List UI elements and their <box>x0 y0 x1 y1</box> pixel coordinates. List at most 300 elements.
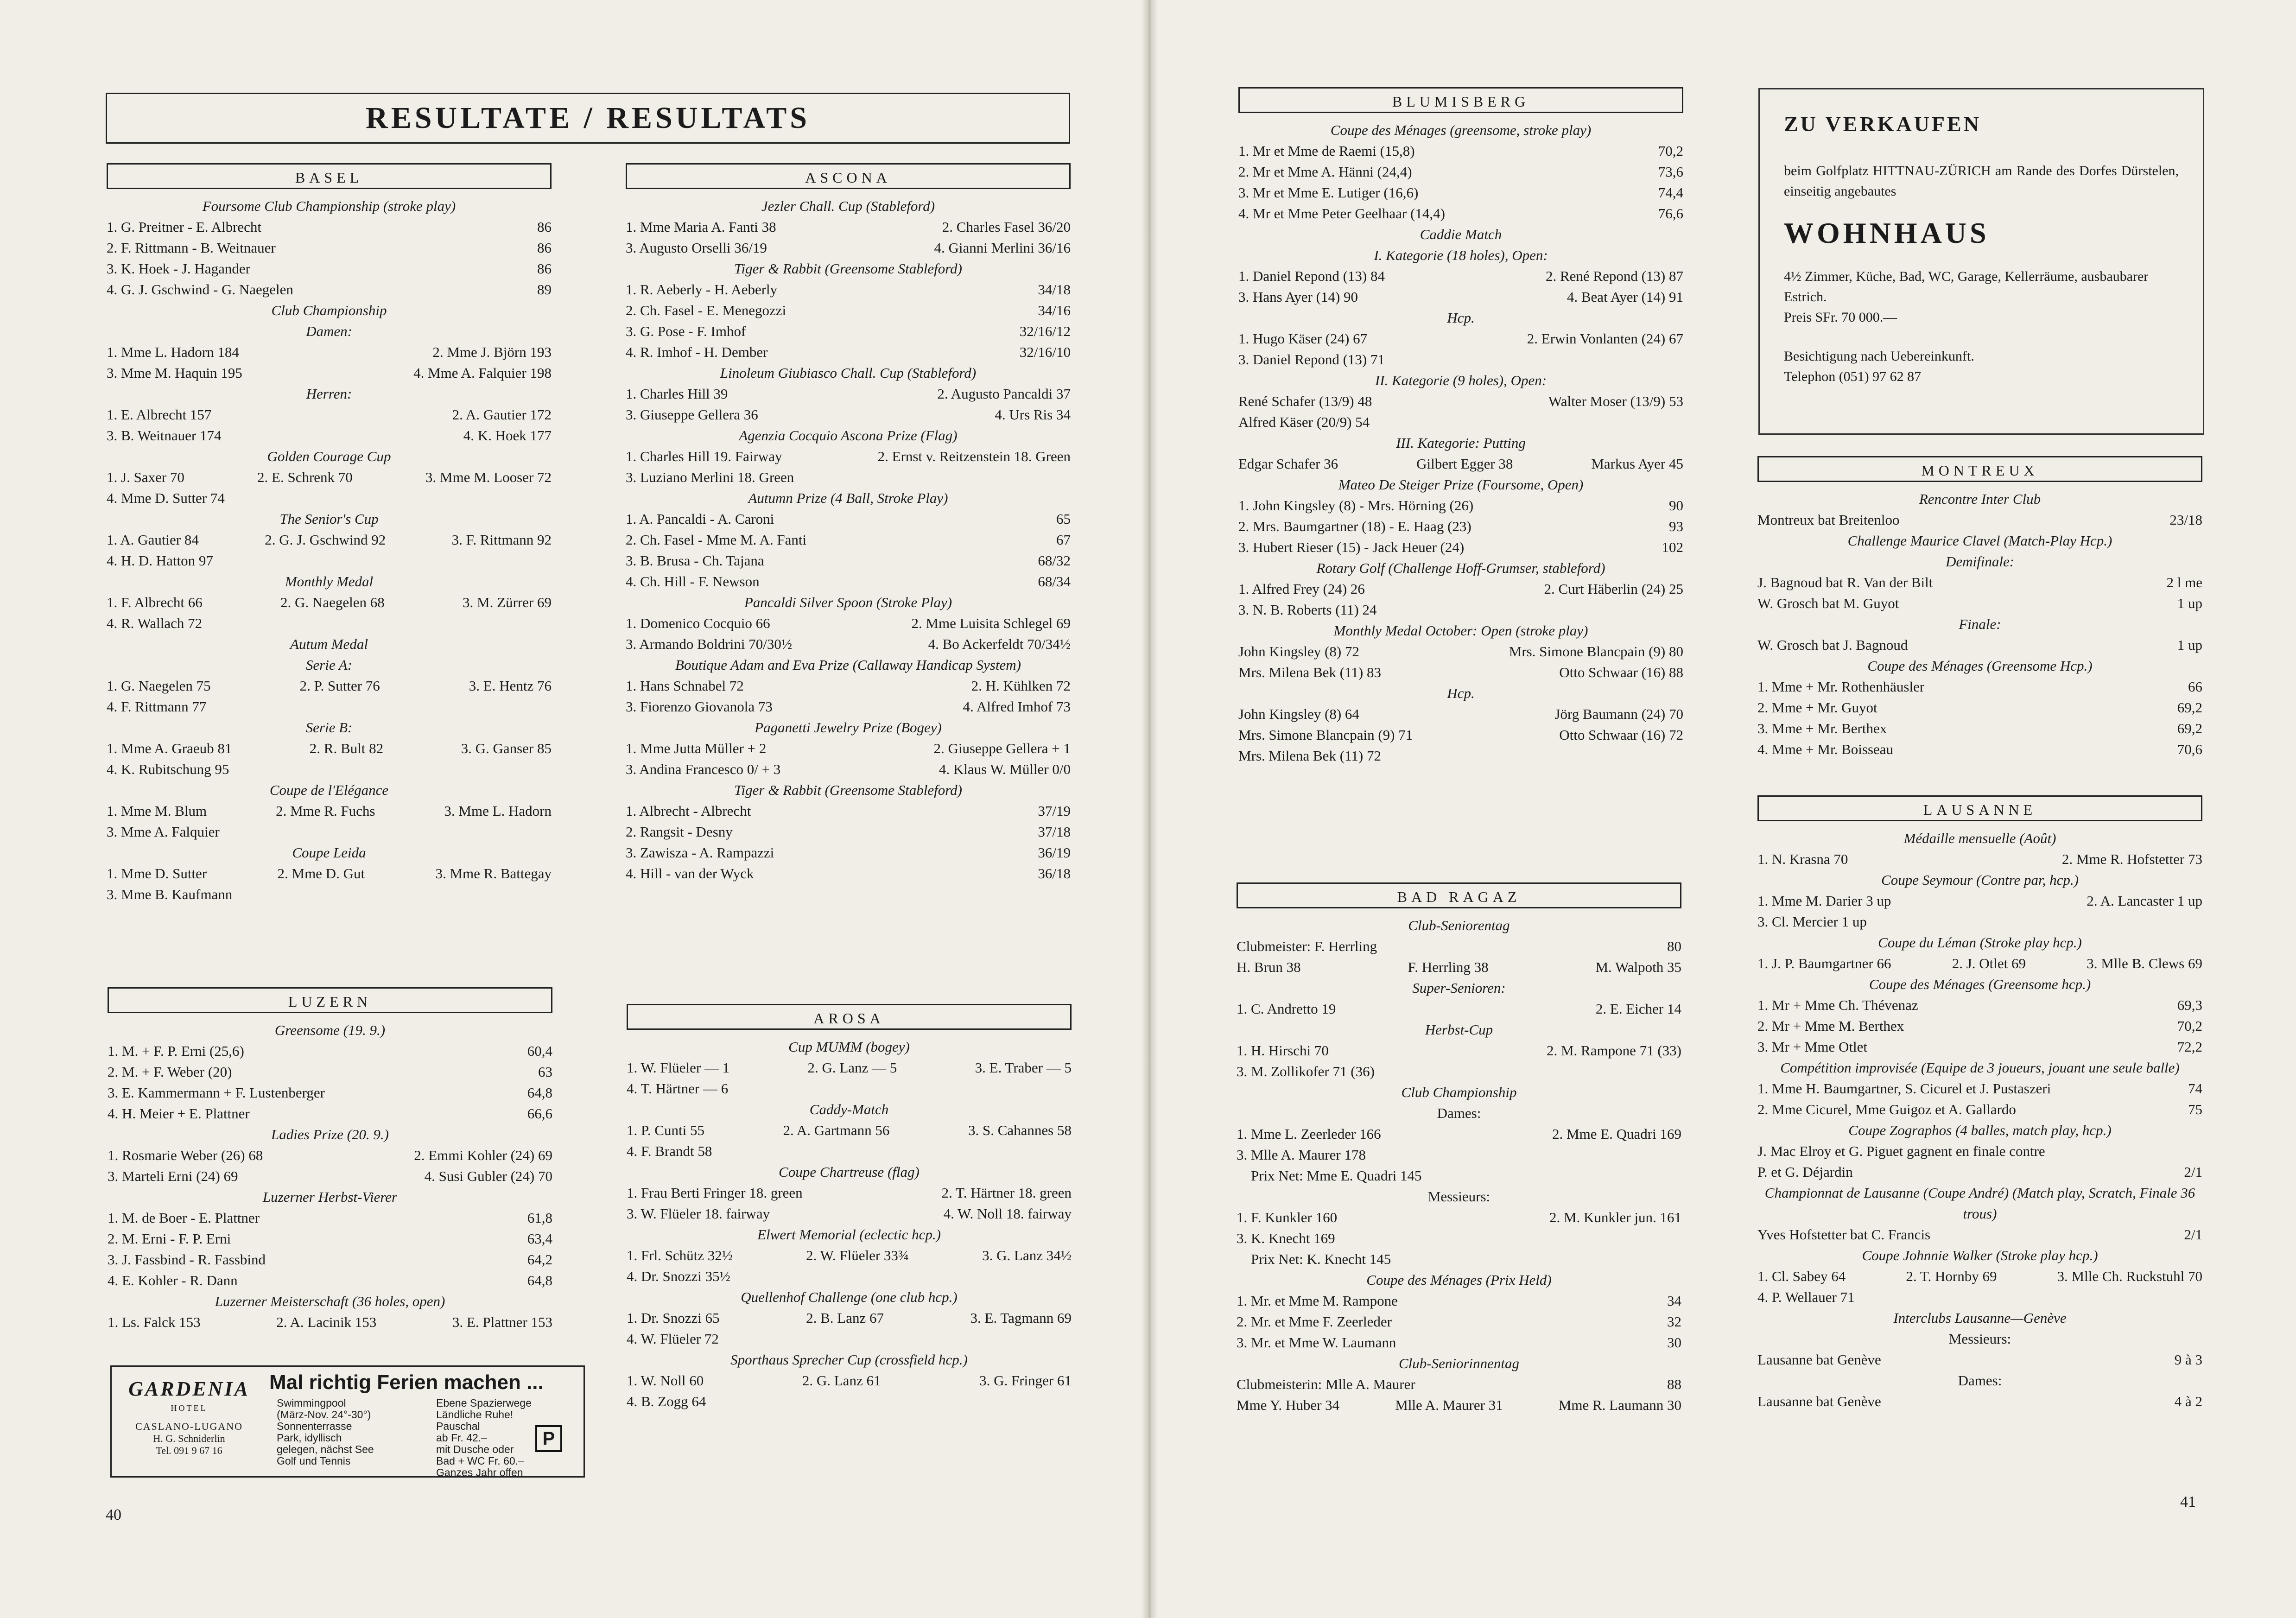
result-row <box>1238 641 1683 662</box>
result-row <box>627 1078 1072 1099</box>
result-cell: 37/18 <box>1038 824 1071 840</box>
result-cell: 4. Hill - van der Wyck <box>626 865 754 882</box>
gardenia-logo <box>118 1372 260 1472</box>
result-cell: 3. K. Hoek - J. Hagander <box>107 260 250 277</box>
result-cell: 68/32 <box>1038 552 1071 569</box>
result-row <box>626 842 1071 863</box>
result-cell: 1. F. Kunkler 160 <box>1237 1209 1338 1225</box>
result-cell: 2. A. Lancaster 1 up <box>2087 893 2202 909</box>
competition-title: Cup MUMM (bogey) <box>788 1039 910 1055</box>
result-row <box>1237 1290 1681 1311</box>
competition-title: Agenzia Cocquio Ascona Prize (Flag) <box>739 427 958 444</box>
result-cell: 3. Mr et Mme E. Lutiger (16,6) <box>1238 184 1419 201</box>
competition-title: Jezler Chall. Cup (Stableford) <box>761 198 935 214</box>
result-cell: 3. E. Traber — 5 <box>975 1060 1072 1076</box>
result-cell: 2. M. + F. Weber (20) <box>108 1064 232 1080</box>
result-cell: J. Mac Elroy et G. Piguet gagnent en finale contre <box>1757 1143 2045 1159</box>
competition-title: Monthly Medal October: Open (stroke play) <box>1333 622 1588 639</box>
competition-title: Luzerner Herbst-Vierer <box>262 1189 398 1205</box>
result-cell: Clubmeister: F. Herrling <box>1237 938 1377 954</box>
result-cell: 60,4 <box>527 1043 552 1059</box>
blumisberg-column <box>1238 87 1683 766</box>
result-cell: 4. G. J. Gschwind - G. Naegelen <box>107 281 293 298</box>
result-row <box>1757 509 2202 530</box>
result-cell: 34/16 <box>1038 302 1071 318</box>
result-row <box>107 696 552 717</box>
result-cell: Prix Net: K. Knecht 145 <box>1237 1251 1391 1267</box>
result-cell: 1. Mr et Mme de Raemi (15,8) <box>1238 143 1415 159</box>
result-cell: 1. Alfred Frey (24) 26 <box>1238 581 1365 597</box>
competition-title: Dames: <box>1437 1105 1481 1121</box>
result-cell: 69,2 <box>2177 720 2202 736</box>
result-cell: 1. Mme H. Baumgartner, S. Cicurel et J. Pustaszeri <box>1757 1080 2051 1097</box>
result-cell: 2. Mr. et Mme F. Zeerleder <box>1237 1313 1392 1330</box>
result-cell: 4. Mme D. Sutter 74 <box>107 490 225 506</box>
result-cell: 4. Dr. Snozzi 35½ <box>627 1268 730 1284</box>
competition-title: Coupe des Ménages (Prix Held) <box>1366 1272 1552 1288</box>
result-row <box>1757 676 2202 697</box>
result-cell: 4 à 2 <box>2174 1393 2202 1409</box>
result-cell: 70,2 <box>2177 1018 2202 1034</box>
result-cell: 2. Mme Luisita Schlegel 69 <box>911 615 1071 631</box>
result-cell: John Kingsley (8) 72 <box>1238 643 1359 660</box>
result-cell: 1. Mme Jutta Müller + 2 <box>626 740 767 756</box>
result-cell: F. Herrling 38 <box>1408 959 1489 975</box>
result-cell: 1. Cl. Sabey 64 <box>1757 1268 1846 1284</box>
result-cell: 34 <box>1667 1293 1681 1309</box>
luzern-column <box>108 987 552 1332</box>
result-cell: 1. M. de Boer - E. Plattner <box>108 1210 260 1226</box>
result-cell: 67 <box>1056 532 1071 548</box>
result-cell: 1. J. Saxer 70 <box>107 469 184 485</box>
result-row <box>626 279 1071 300</box>
result-cell: 30 <box>1667 1334 1681 1351</box>
result-cell: 2. W. Flüeler 33¾ <box>806 1247 909 1263</box>
result-row <box>626 550 1071 571</box>
result-row <box>1757 953 2202 974</box>
result-row <box>107 279 552 300</box>
result-row <box>107 216 552 237</box>
result-cell: 3. B. Brusa - Ch. Tajana <box>626 552 764 569</box>
result-row <box>1238 453 1683 474</box>
result-row <box>626 634 1071 654</box>
result-cell: 2. T. Härtner 18. green <box>941 1185 1072 1201</box>
result-row <box>1757 718 2202 739</box>
result-row <box>1238 286 1683 307</box>
result-row <box>1757 1099 2202 1120</box>
competition-title: The Senior's Cup <box>279 511 379 527</box>
result-row <box>1757 635 2202 655</box>
result-cell: René Schafer (13/9) 48 <box>1238 393 1372 409</box>
result-cell: 2. E. Eicher 14 <box>1595 1001 1681 1017</box>
result-cell: 3. N. B. Roberts (11) 24 <box>1238 602 1377 618</box>
competition-title: Herbst-Cup <box>1425 1022 1493 1038</box>
result-row <box>107 425 552 446</box>
result-cell: 2. M. Erni - F. P. Erni <box>108 1231 231 1247</box>
competition-title: Hcp. <box>1447 310 1475 326</box>
result-cell: H. Brun 38 <box>1237 959 1301 975</box>
result-cell: 2. Mrs. Baumgartner (18) - E. Haag (23) <box>1238 518 1471 534</box>
result-cell: 66,6 <box>527 1105 552 1122</box>
club-header: ASCONA <box>626 163 1071 189</box>
result-row <box>1757 1224 2202 1245</box>
result-row <box>627 1266 1072 1287</box>
result-cell: 4. Ch. Hill - F. Newson <box>626 573 760 590</box>
result-row <box>627 1182 1072 1203</box>
ad-headline: Mal richtig Ferien machen ... <box>269 1371 544 1394</box>
club-header: BAD RAGAZ <box>1237 882 1681 908</box>
result-row <box>627 1391 1072 1412</box>
result-cell: 2. P. Sutter 76 <box>299 678 380 694</box>
result-row <box>1238 745 1683 766</box>
result-cell: 1. R. Aeberly - H. Aeberly <box>626 281 778 298</box>
result-cell: 2. G. Naegelen 68 <box>280 594 385 610</box>
result-row <box>107 675 552 696</box>
result-cell: 3. Zawisza - A. Rampazzi <box>626 844 774 861</box>
competition-title: Club-Seniorentag <box>1408 917 1510 933</box>
result-cell: 74,4 <box>1658 184 1683 201</box>
result-cell: Mme R. Laumann 30 <box>1558 1397 1681 1413</box>
result-row <box>626 467 1071 488</box>
result-cell: 32 <box>1667 1313 1681 1330</box>
result-cell: 3. Mme L. Hadorn <box>444 803 552 819</box>
result-cell: John Kingsley (8) 64 <box>1238 706 1359 722</box>
competition-title: Challenge Maurice Clavel (Match-Play Hcp.) <box>1847 533 2112 549</box>
result-cell: 2. Mr et Mme A. Hänni (24,4) <box>1238 164 1412 180</box>
result-cell: 2. Ch. Fasel - E. Menegozzi <box>626 302 786 318</box>
result-cell: 1. Mr. et Mme M. Rampone <box>1237 1293 1398 1309</box>
result-row <box>108 1270 552 1291</box>
competition-title: Foursome Club Championship (stroke play) <box>202 198 456 214</box>
competition-title: Messieurs: <box>1948 1331 2011 1347</box>
result-cell: 1. Daniel Repond (13) 84 <box>1238 268 1385 284</box>
result-cell: 2. A. Lacinik 153 <box>276 1314 377 1330</box>
result-row <box>107 738 552 759</box>
result-cell: J. Bagnoud bat R. Van der Bilt <box>1757 574 1933 590</box>
result-cell: Markus Ayer 45 <box>1591 456 1683 472</box>
result-row <box>626 800 1071 821</box>
result-row <box>108 1228 552 1249</box>
result-cell: 32/16/12 <box>1019 323 1071 339</box>
result-row <box>1238 140 1683 161</box>
result-cell: 3. Mme B. Kaufmann <box>107 886 233 902</box>
result-row <box>626 216 1071 237</box>
result-row <box>108 1041 552 1061</box>
result-row <box>107 613 552 634</box>
result-cell: 102 <box>1662 539 1683 555</box>
result-cell: 2. Ch. Fasel - Mme M. A. Fanti <box>626 532 807 548</box>
result-cell: 4. Mr et Mme Peter Geelhaar (14,4) <box>1238 205 1445 222</box>
result-cell: 88 <box>1667 1376 1681 1392</box>
result-cell: 1. Hugo Käser (24) 67 <box>1238 330 1368 347</box>
result-row <box>1238 349 1683 370</box>
result-cell: 2. Mme Cicurel, Mme Guigoz et A. Gallardo <box>1757 1101 2016 1117</box>
result-row <box>1757 911 2202 932</box>
result-row <box>1237 957 1681 977</box>
result-row <box>1238 266 1683 286</box>
result-row <box>107 404 552 425</box>
result-cell: 75 <box>2188 1101 2202 1117</box>
result-cell: Yves Hofstetter bat C. Francis <box>1757 1226 1931 1243</box>
club-header: MONTREUX <box>1757 456 2202 482</box>
result-cell: 90 <box>1669 497 1683 514</box>
result-cell: 3. G. Ganser 85 <box>461 740 552 756</box>
result-row <box>626 529 1071 550</box>
result-cell: 1. Domenico Cocquio 66 <box>626 615 770 631</box>
result-row <box>108 1082 552 1103</box>
book-fold <box>1141 0 1158 1618</box>
result-cell: 2. Erwin Vonlanten (24) 67 <box>1527 330 1683 347</box>
result-cell: 3. W. Flüeler 18. fairway <box>627 1206 770 1222</box>
result-cell: Mme Y. Huber 34 <box>1237 1397 1340 1413</box>
result-cell: 1. Mme + Mr. Rothenhäusler <box>1757 679 1925 695</box>
result-cell: 2. A. Gautier 172 <box>452 406 552 423</box>
competition-title: Rotary Golf (Challenge Hoff-Grumser, stableford) <box>1316 560 1605 576</box>
result-cell: 76,6 <box>1658 205 1683 222</box>
result-cell: 1. C. Andretto 19 <box>1237 1001 1336 1017</box>
result-cell: 1. Mme M. Darier 3 up <box>1757 893 1891 909</box>
result-cell: Mlle A. Maurer 31 <box>1395 1397 1503 1413</box>
result-cell: 1. Frl. Schütz 32½ <box>627 1247 733 1263</box>
result-cell: 69,3 <box>2177 997 2202 1013</box>
result-cell: 1. G. Naegelen 75 <box>107 678 211 694</box>
result-cell: 1. W. Noll 60 <box>627 1372 704 1389</box>
competition-title: Club Championship <box>1401 1084 1517 1100</box>
competition-title: Serie B: <box>305 719 353 736</box>
result-cell: 89 <box>537 281 552 298</box>
logo-hotel: HOTEL <box>171 1403 208 1413</box>
club-header: BASEL <box>107 163 552 189</box>
lausanne-column <box>1757 795 2202 1412</box>
result-cell: 3. B. Weitnauer 174 <box>107 427 222 444</box>
result-cell: 3. E. Tagmann 69 <box>970 1310 1072 1326</box>
result-cell: 4. Klaus W. Müller 0/0 <box>939 761 1071 777</box>
page-number-left: 40 <box>106 1506 121 1523</box>
result-cell: 1. H. Hirschi 70 <box>1237 1042 1329 1059</box>
result-cell: 4. Gianni Merlini 36/16 <box>934 240 1071 256</box>
result-row <box>107 592 552 613</box>
result-row <box>627 1370 1072 1391</box>
result-row <box>1238 203 1683 224</box>
competition-title: Paganetti Jewelry Prize (Bogey) <box>755 719 942 736</box>
result-row <box>1238 704 1683 724</box>
result-cell: 3. Hans Ayer (14) 90 <box>1238 289 1358 305</box>
result-cell: 3. M. Zürrer 69 <box>463 594 552 610</box>
result-row <box>1757 995 2202 1015</box>
result-cell: 3. Giuseppe Gellera 36 <box>626 406 758 423</box>
basel-column <box>107 163 552 905</box>
competition-title: Herren: <box>306 386 352 402</box>
result-cell: 93 <box>1669 518 1683 534</box>
competition-title: Tiger & Rabbit (Greensome Stableford) <box>734 260 962 277</box>
result-cell: 4. Beat Ayer (14) 91 <box>1567 289 1683 305</box>
ad-tel: Tel. 091 9 67 16 <box>156 1445 222 1456</box>
competition-title: Damen: <box>306 323 352 339</box>
ascona-column <box>626 163 1071 884</box>
result-cell: 3. M. Zollikofer 71 (36) <box>1237 1063 1375 1079</box>
result-cell: 1. John Kingsley (8) - Mrs. Hörning (26) <box>1238 497 1474 514</box>
result-row <box>1238 495 1683 516</box>
result-cell: 3. S. Cahannes 58 <box>968 1122 1072 1138</box>
result-cell: 2. T. Hornby 69 <box>1906 1268 1997 1284</box>
result-cell: 4. Bo Ackerfeldt 70/34½ <box>928 636 1071 652</box>
result-cell: Otto Schwaar (16) 88 <box>1559 664 1683 680</box>
parking-icon: P <box>535 1425 562 1452</box>
result-cell: 2. F. Rittmann - B. Weitnauer <box>107 240 276 256</box>
result-row <box>1757 1161 2202 1182</box>
result-cell: 2. Mme R. Fuchs <box>276 803 375 819</box>
result-cell: 2. G. Lanz 61 <box>802 1372 881 1389</box>
result-cell: 23/18 <box>2169 512 2202 528</box>
result-cell: M. Walpoth 35 <box>1595 959 1681 975</box>
result-row <box>1237 1040 1681 1061</box>
sale-price: Preis SFr. 70 000.— <box>1784 310 1897 325</box>
result-cell: Edgar Schafer 36 <box>1238 456 1338 472</box>
competition-title: Coupe Johnnie Walker (Stroke play hcp.) <box>1862 1247 2098 1263</box>
sale-text-1: beim Golfplatz HITTNAU-ZÜRICH am Rande des Dorfes Dürstelen, einseitig angebautes <box>1784 163 2179 199</box>
result-cell: Mrs. Milena Bek (11) 83 <box>1238 664 1381 680</box>
result-cell: 4. H. D. Hatton 97 <box>107 552 213 569</box>
result-cell: Mrs. Simone Blancpain (9) 71 <box>1238 727 1413 743</box>
result-cell: 3. Mme M. Looser 72 <box>425 469 552 485</box>
result-row <box>626 675 1071 696</box>
result-row <box>1757 890 2202 911</box>
result-cell: 3. E. Plattner 153 <box>452 1314 552 1330</box>
result-cell: P. et G. Déjardin <box>1757 1164 1853 1180</box>
result-cell: 4. H. Meier + E. Plattner <box>108 1105 250 1122</box>
result-cell: Mrs. Milena Bek (11) 72 <box>1238 748 1381 764</box>
competition-title: Coupe des Ménages (greensome, stroke play) <box>1330 122 1592 138</box>
result-cell: 1. Frau Berti Fringer 18. green <box>627 1185 803 1201</box>
result-row <box>1237 1061 1681 1082</box>
result-cell: 3. Marteli Erni (24) 69 <box>108 1168 238 1184</box>
result-row <box>627 1057 1072 1078</box>
result-cell: 2. Mme E. Quadri 169 <box>1552 1126 1681 1142</box>
result-row <box>1237 1374 1681 1395</box>
result-cell: 2. G. Lanz — 5 <box>807 1060 897 1076</box>
result-cell: 73,6 <box>1658 164 1683 180</box>
competition-title: Club Championship <box>271 302 387 318</box>
result-cell: 1. Dr. Snozzi 65 <box>627 1310 720 1326</box>
competition-title: Boutique Adam and Eva Prize (Callaway Handicap System) <box>675 657 1021 673</box>
result-cell: 36/18 <box>1038 865 1071 882</box>
competition-title: Super-Senioren: <box>1412 980 1506 996</box>
result-cell: 32/16/10 <box>1019 344 1071 360</box>
competition-title: Linoleum Giubiasco Chall. Cup (Stableford) <box>720 365 977 381</box>
sale-phone: Telephon (051) 97 62 87 <box>1784 369 1922 384</box>
competition-title: Sporthaus Sprecher Cup (crossfield hcp.) <box>730 1352 968 1368</box>
result-row <box>1757 697 2202 718</box>
result-row <box>1237 1207 1681 1228</box>
result-row <box>1757 1036 2202 1057</box>
result-cell: 4. B. Zogg 64 <box>627 1393 706 1409</box>
result-cell: 1. E. Albrecht 157 <box>107 406 212 423</box>
competition-title: Interclubs Lausanne—Genève <box>1893 1310 2067 1326</box>
ad-place: CASLANO-LUGANO <box>135 1421 243 1432</box>
sale-visit: Besichtigung nach Uebereinkunft. <box>1784 349 1974 364</box>
result-cell: 4. K. Rubitschung 95 <box>107 761 229 777</box>
result-row <box>1237 1144 1681 1165</box>
competition-title: Serie A: <box>305 657 353 673</box>
result-row <box>108 1145 552 1166</box>
competition-title: Coupe Chartreuse (flag) <box>779 1164 920 1180</box>
result-cell: 3. Hubert Rieser (15) - Jack Heuer (24) <box>1238 539 1465 555</box>
result-cell: Walter Moser (13/9) 53 <box>1548 393 1683 409</box>
result-cell: W. Grosch bat M. Guyot <box>1757 595 1899 611</box>
result-row <box>1237 1165 1681 1186</box>
result-cell: 2. Rangsit - Desny <box>626 824 733 840</box>
result-row <box>107 800 552 821</box>
result-cell: 2. R. Bult 82 <box>309 740 384 756</box>
result-cell: 65 <box>1056 511 1071 527</box>
competition-title: Greensome (19. 9.) <box>274 1022 386 1038</box>
competition-title: Médaille mensuelle (Août) <box>1903 830 2056 846</box>
result-cell: 3. E. Hentz 76 <box>469 678 552 694</box>
result-cell: 2. Mme R. Hofstetter 73 <box>2061 851 2202 867</box>
result-row <box>626 342 1071 362</box>
result-row <box>1238 516 1683 537</box>
result-row <box>1757 1391 2202 1412</box>
result-cell: 2. J. Otlet 69 <box>1952 955 2026 971</box>
result-cell: 2. G. J. Gschwind 92 <box>265 532 386 548</box>
result-cell: 4. P. Wellauer 71 <box>1757 1289 1855 1305</box>
competition-title: Tiger & Rabbit (Greensome Stableford) <box>734 782 962 798</box>
competition-title: Coupe Seymour (Contre par, hcp.) <box>1881 872 2079 888</box>
result-row <box>107 467 552 488</box>
result-row <box>1757 1349 2202 1370</box>
result-row <box>1757 739 2202 760</box>
competition-title: Coupe des Ménages (Greensome Hcp.) <box>1867 658 2093 674</box>
competition-title: Hcp. <box>1447 685 1475 701</box>
club-header: AROSA <box>627 1004 1072 1030</box>
result-row <box>108 1166 552 1187</box>
competition-title: Messieurs: <box>1427 1188 1490 1205</box>
competition-title: Championnat de Lausanne (Coupe André) (Match play, Scratch, Finale 36 trous) <box>1764 1185 2195 1222</box>
result-row <box>1757 593 2202 614</box>
result-cell: 2. René Repond (13) 87 <box>1545 268 1683 284</box>
result-cell: 1. A. Gautier 84 <box>107 532 199 548</box>
result-cell: 1. Charles Hill 19. Fairway <box>626 448 782 464</box>
result-cell: 3. Mme A. Falquier <box>107 824 220 840</box>
result-cell: 70,6 <box>2177 741 2202 757</box>
result-cell: 4. W. Flüeler 72 <box>627 1331 719 1347</box>
sale-text-2: 4½ Zimmer, Küche, Bad, WC, Garage, Kellerräume, ausbaubarer Estrich. <box>1784 269 2149 305</box>
result-row <box>1238 578 1683 599</box>
competition-title: Caddy-Match <box>809 1101 889 1117</box>
result-cell: 69,2 <box>2177 699 2202 716</box>
result-cell: 4. R. Wallach 72 <box>107 615 203 631</box>
result-cell: 80 <box>1667 938 1681 954</box>
result-cell: 2. Mme J. Björn 193 <box>432 344 552 360</box>
result-row <box>1237 936 1681 957</box>
result-row <box>626 759 1071 780</box>
result-cell: 2. Charles Fasel 36/20 <box>942 219 1071 235</box>
result-cell: 86 <box>537 219 552 235</box>
result-cell: Montreux bat Breitenloo <box>1757 512 1900 528</box>
result-row <box>627 1120 1072 1141</box>
result-cell: 2. Giuseppe Gellera + 1 <box>933 740 1071 756</box>
ad-features-right: Ebene Spazierwege Ländliche Ruhe! Pauschal ab Fr. 42.– mit Dusche oder Bad + WC Fr. 60.– Ganzes Jahr offen <box>436 1397 532 1478</box>
result-cell: 2. Emmi Kohler (24) 69 <box>414 1147 552 1163</box>
result-row <box>627 1141 1072 1161</box>
result-cell: 3. F. Rittmann 92 <box>451 532 552 548</box>
page-number-right: 41 <box>2180 1493 2196 1510</box>
result-cell: Mrs. Simone Blancpain (9) 80 <box>1509 643 1683 660</box>
result-cell: 3. G. Fringer 61 <box>979 1372 1072 1389</box>
arosa-column <box>627 1004 1072 1412</box>
result-cell: 1. Hans Schnabel 72 <box>626 678 744 694</box>
sale-heading: ZU VERKAUFEN <box>1784 112 1981 136</box>
